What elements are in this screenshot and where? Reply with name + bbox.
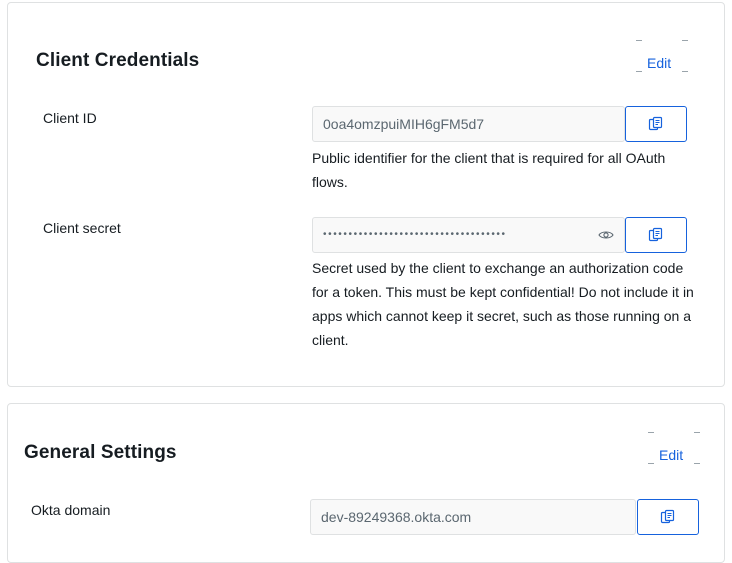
client-id-field[interactable]: 0oa4omzpuiMIH6gFM5d7 bbox=[312, 106, 625, 142]
copy-client-id-button[interactable] bbox=[625, 106, 687, 142]
client-secret-label: Client secret bbox=[43, 220, 121, 236]
copy-okta-domain-button[interactable] bbox=[637, 499, 699, 535]
client-id-label: Client ID bbox=[43, 110, 97, 126]
client-secret-masked-value: •••••••••••••••••••••••••••••••••••• bbox=[323, 230, 507, 240]
edit-general-settings-button[interactable]: Edit bbox=[659, 447, 684, 463]
client-secret-helper-text: Secret used by the client to exchange an authorization code for a token. This must be kept confidential! Do not include it in apps which cannot keep it secret, such as those running on a client. bbox=[312, 260, 694, 348]
client-secret-field[interactable] bbox=[312, 217, 625, 253]
page-title-general-settings: General Settings bbox=[24, 442, 177, 463]
copy-icon bbox=[648, 227, 664, 243]
copy-icon bbox=[660, 509, 676, 525]
okta-domain-field[interactable]: dev-89249368.okta.com bbox=[310, 499, 636, 535]
okta-domain-label: Okta domain bbox=[31, 502, 111, 518]
page-title-client-credentials: Client Credentials bbox=[36, 50, 200, 71]
copy-client-secret-button[interactable] bbox=[625, 217, 687, 253]
eye-icon[interactable] bbox=[598, 229, 614, 241]
copy-icon bbox=[648, 116, 664, 132]
general-settings-card bbox=[7, 403, 725, 563]
client-id-helper-text: Public identifier for the client that is required for all OAuth flows. bbox=[312, 150, 666, 190]
edit-client-credentials-button[interactable]: Edit bbox=[647, 55, 672, 71]
